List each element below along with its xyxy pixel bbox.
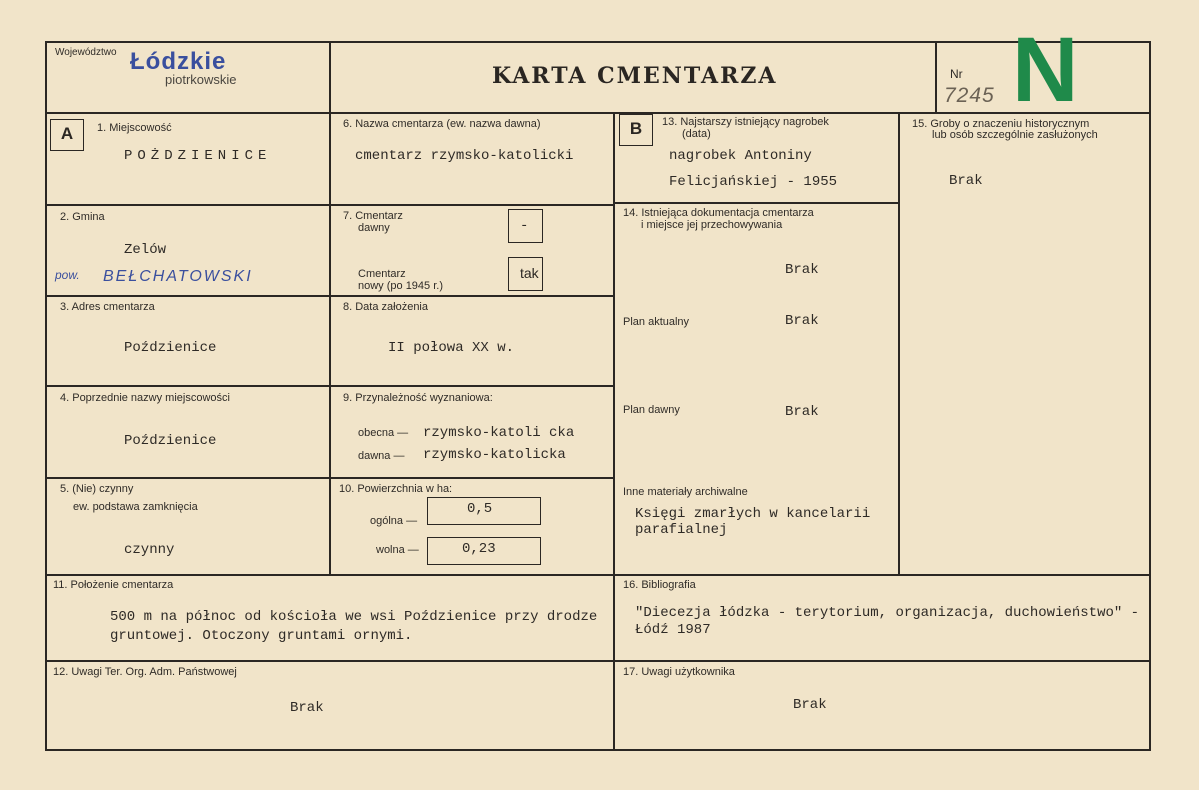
field-5-label-1: 5. (Nie) czynny: [60, 483, 134, 495]
field-10-wolna-value: 0,23: [462, 541, 496, 557]
field-16-line-1: "Diecezja łódzka - terytorium, organizacja, duchowieństwo" -: [635, 605, 1140, 621]
field-7-new-label-2: nowy (po 1945 r.): [358, 280, 443, 292]
row-divider-6: [45, 660, 1151, 662]
field-4-value: Poździenice: [124, 433, 217, 449]
field-14-label-2: i miejsce jej przechowywania: [641, 219, 783, 231]
field-2-value: Zelów: [124, 242, 167, 258]
nr-value: 7245: [944, 84, 995, 107]
field-10-label: 10. Powierzchnia w ha:: [339, 483, 453, 495]
field-3-label: 3. Adres cmentarza: [60, 301, 155, 313]
bottom-border: [45, 749, 1151, 751]
field-17-label: 17. Uwagi użytkownika: [623, 666, 735, 678]
field-12-value: Brak: [290, 700, 324, 716]
field-16-label: 16. Bibliografia: [623, 579, 696, 591]
field-2-pow-value: BEŁCHATOWSKI: [103, 268, 253, 285]
inne-label: Inne materiały archiwalne: [623, 486, 748, 498]
plan-dawny-label: Plan dawny: [623, 404, 680, 416]
wojewodztwo-label: Województwo: [55, 47, 117, 58]
field-7-label-1: 7. Cmentarz: [343, 210, 403, 222]
plan-aktualny-label: Plan aktualny: [623, 316, 690, 328]
top-border: [45, 41, 1151, 43]
plan-dawny-value: Brak: [785, 404, 819, 420]
field-4-label: 4. Poprzednie nazwy miejscowości: [60, 392, 230, 404]
field-8-value: II połowa XX w.: [388, 340, 515, 356]
row-divider-2: [45, 295, 613, 297]
row-divider-3: [45, 385, 613, 387]
field-5-value: czynny: [124, 542, 175, 558]
field-16-line-2: Łódź 1987: [635, 622, 711, 638]
big-letter-marker: N: [1012, 19, 1079, 121]
field-15-label-1: 15. Groby o znaczeniu historycznym: [912, 118, 1090, 130]
field-12-label: 12. Uwagi Ter. Org. Adm. Państwowej: [53, 666, 237, 678]
nr-label: Nr: [950, 67, 963, 81]
vline-col2: [329, 112, 331, 575]
field-13-line-1: nagrobek Antoniny: [669, 148, 812, 164]
wojewodztwo-stamp: Łódzkie: [130, 48, 227, 75]
field-7-label-2: dawny: [358, 222, 390, 234]
section-b-badge: B: [619, 114, 653, 146]
field-15-label-2: lub osób szczególnie zasłużonych: [932, 129, 1098, 141]
field-2-pow: pow.: [55, 268, 80, 282]
field-11-line-1: 500 m na północ od kościoła we wsi Poździenice przy drodze: [110, 609, 598, 625]
header-vline-2: [935, 41, 937, 113]
field-1-value: POŻDZIENICE: [124, 148, 272, 164]
field-17-value: Brak: [793, 697, 827, 713]
field-1-label: 1. Miejscowość: [97, 122, 172, 134]
field-9-obecna-value: rzymsko-katoli cka: [423, 425, 575, 441]
field-7-dawny-value: -: [520, 218, 529, 234]
field-9-dawna-value: rzymsko-katolicka: [423, 447, 566, 463]
field-13-label-1: 13. Najstarszy istniejący nagrobek: [662, 116, 829, 128]
field-6-label: 6. Nazwa cmentarza (ew. nazwa dawna): [343, 118, 541, 130]
field-5-label-2: ew. podstawa zamknięcia: [73, 501, 198, 513]
right-border: [1149, 41, 1151, 750]
field-10-ogolna-label: ogólna —: [370, 515, 418, 527]
card-title: KARTA CMENTARZA: [492, 63, 778, 89]
field-11-line-2: gruntowej. Otoczony gruntami ornymi.: [110, 628, 413, 644]
field-11-label: 11. Położenie cmentarza: [53, 579, 174, 591]
field-10-wolna-label: wolna —: [376, 544, 419, 556]
field-10-ogolna-value: 0,5: [467, 501, 493, 517]
row-divider-5: [45, 574, 1151, 576]
field-13-line-2: Felicjańskiej - 1955: [669, 174, 838, 190]
field-14-label-1: 14. Istniejąca dokumentacja cmentarza: [623, 207, 814, 219]
field-8-label: 8. Data założenia: [343, 301, 428, 313]
field-7-new-label-1: Cmentarz: [358, 268, 406, 280]
inne-line-2: parafialnej: [635, 522, 728, 538]
wojewodztwo-sub: piotrkowskie: [165, 72, 237, 87]
field-14-value: Brak: [785, 262, 819, 278]
header-vline-1: [329, 41, 331, 113]
plan-aktualny-value: Brak: [785, 313, 819, 329]
vline-col4: [898, 112, 900, 575]
field-13-label-2: (data): [682, 128, 711, 140]
col3-divider: [613, 202, 899, 204]
section-a-badge: A: [50, 119, 84, 151]
field-2-label: 2. Gmina: [60, 211, 105, 223]
field-15-value: Brak: [949, 173, 983, 189]
field-6-value: cmentarz rzymsko-katolicki: [355, 148, 574, 164]
field-9-dawna-label: dawna —: [358, 450, 405, 462]
header-divider: [45, 112, 1151, 114]
inne-line-1: Księgi zmarłych w kancelarii: [635, 506, 871, 522]
field-9-obecna-label: obecna —: [358, 427, 409, 439]
row-divider-1: [45, 204, 613, 206]
left-border: [45, 41, 47, 750]
field-3-value: Poździenice: [124, 340, 217, 356]
row-divider-4: [45, 477, 613, 479]
vline-col3: [613, 112, 615, 749]
field-9-label: 9. Przynależność wyznaniowa:: [343, 392, 493, 404]
field-7-new-value: tak: [520, 265, 539, 281]
